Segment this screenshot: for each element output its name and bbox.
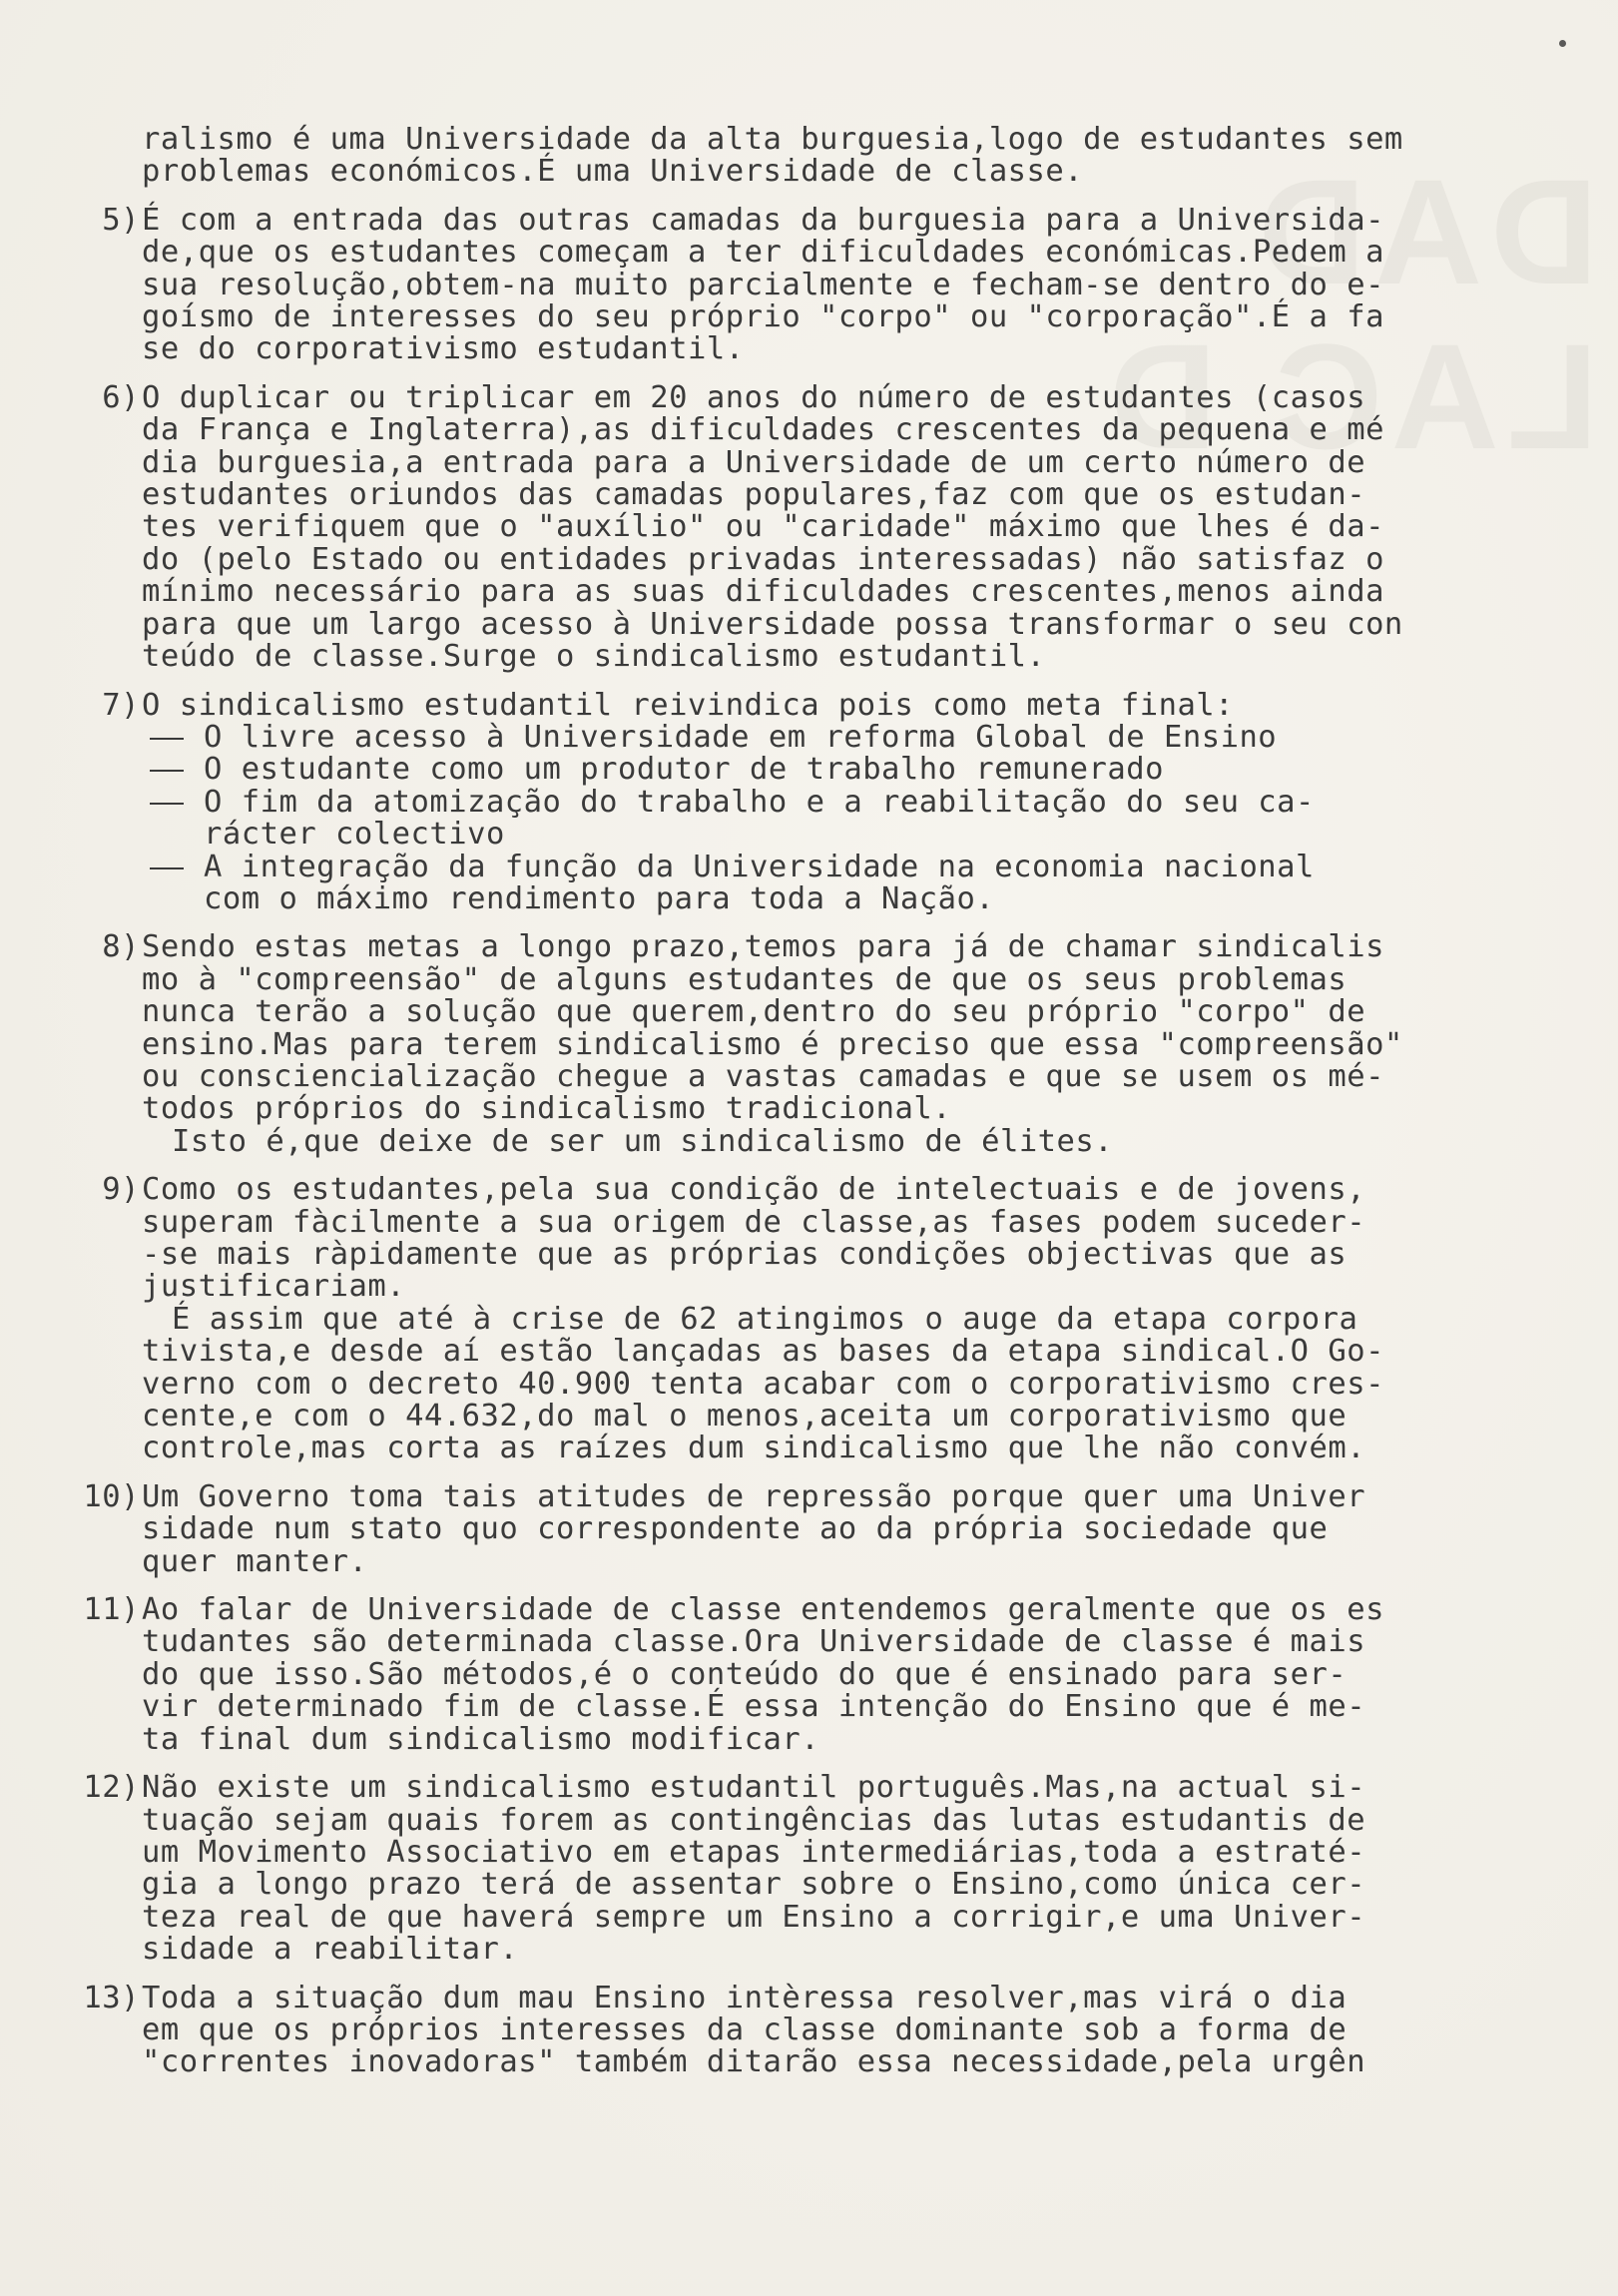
paragraph-number: 8)	[102, 929, 140, 965]
paragraph-number: 11)	[83, 1592, 140, 1628]
text-line: do (pelo Estado ou entidades privadas interessadas) não satisfaz o	[142, 541, 1384, 577]
text-line: cente,e com o 44.632,do mal o menos,aceita um corporativismo que	[142, 1399, 1348, 1435]
text-line: tes verifiquem que o "auxílio" ou "caridade" máximo que lhes é da-	[142, 509, 1384, 545]
text-line: tudantes são determinada classe.Ora Universidade de classe é mais	[142, 1624, 1366, 1660]
list-item	[140, 754, 1507, 786]
paragraph-number: 9)	[102, 1172, 140, 1208]
text-line: sidade a reabilitar.	[142, 1932, 519, 1968]
demands-list	[140, 719, 1507, 916]
list-item	[140, 719, 1507, 755]
text-line: teza real de que haverá sempre um Ensino a corrigir,e uma Univer-	[142, 1899, 1366, 1935]
text-line: teúdo de classe.Surge o sindicalismo estudantil.	[142, 639, 1046, 675]
text-line: rácter colectivo	[204, 817, 505, 853]
text-line: justificariam.	[142, 1269, 406, 1305]
text-line: O fim da atomização do trabalho e a reabilitação do seu ca-	[204, 784, 1315, 820]
text-line: de,que os estudantes começam a ter dificuldades económicas.Pedem a	[142, 235, 1384, 271]
text-line: ralismo é uma Universidade da alta burguesia,logo de estudantes sem	[142, 122, 1403, 157]
paragraph-number: 5)	[102, 202, 140, 238]
text-line: verno com o decreto 40.900 tenta acabar com o corporativismo cres-	[142, 1366, 1384, 1402]
text-line: Não existe um sindicalismo estudantil português.Mas,na actual si-	[142, 1770, 1366, 1806]
paragraph-12	[70, 1772, 1507, 1966]
paragraph-9	[70, 1174, 1507, 1465]
text-line: estudantes oriundos das camadas populares,faz com que os estudan-	[142, 477, 1366, 513]
text-line: ensino.Mas para terem sindicalismo é preciso que essa "compreensão"	[142, 1026, 1403, 1062]
text-line: gia a longo prazo terá de assentar sobre o Ensino,como única cer-	[142, 1867, 1366, 1903]
text-line: "correntes inovadoras" também ditarão essa necessidade,pela urgên	[142, 2044, 1366, 2080]
text-line: É com a entrada das outras camadas da burguesia para a Universida-	[142, 202, 1384, 238]
text-line: tuação sejam quais forem as contingências das lutas estudantis de	[142, 1802, 1366, 1838]
text-line: para que um largo acesso à Universidade possa transformar o seu con	[142, 606, 1403, 642]
paragraph-10	[70, 1478, 1507, 1579]
paragraph-8	[70, 931, 1507, 1158]
text-line: -se mais ràpidamente que as próprias condições objectivas que as	[142, 1237, 1348, 1272]
text-line: nunca terão a solução que querem,dentro do seu próprio "corpo" de	[142, 994, 1366, 1030]
document-body	[70, 124, 1507, 2095]
text-line: problemas económicos.É uma Universidade de classe.	[142, 154, 1084, 190]
text-line: quer manter.	[142, 1543, 368, 1579]
text-line: dia burguesia,a entrada para a Universidade de um certo número de	[142, 444, 1366, 480]
text-line: superam fàcilmente a sua origem de classe,as fases podem suceder-	[142, 1204, 1366, 1240]
text-line: controle,mas corta as raízes dum sindicalismo que lhe não convém.	[142, 1431, 1366, 1466]
text-line: ta final dum sindicalismo modificar.	[142, 1721, 820, 1757]
intro-paragraph	[70, 124, 1507, 189]
text-line: Toda a situação dum mau Ensino intèressa resolver,mas virá o dia	[142, 1980, 1348, 2015]
paragraph-number: 6)	[102, 379, 140, 415]
text-line: mo à "compreensão" de alguns estudantes de que os seus problemas	[142, 961, 1348, 997]
paragraph-11	[70, 1594, 1507, 1756]
text-line: do que isso.São métodos,é o conteúdo do que é ensinado para ser-	[142, 1656, 1348, 1692]
text-line: vir determinado fim de classe.É essa intenção do Ensino que é me-	[142, 1689, 1366, 1725]
text-line: Isto é,que deixe de ser um sindicalismo de élites.	[172, 1123, 1114, 1159]
text-line: tivista,e desde aí estão lançadas as bases da etapa sindical.O Go-	[142, 1334, 1384, 1370]
paragraph-13	[70, 1980, 1507, 2080]
list-item	[140, 849, 1507, 916]
paragraph-6	[70, 379, 1507, 675]
text-line: A integração da função da Universidade na economia nacional	[204, 849, 1315, 884]
text-line: Ao falar de Universidade de classe entendemos geralmente que os es	[142, 1592, 1384, 1628]
text-line: O duplicar ou triplicar em 20 anos do número de estudantes (casos	[142, 379, 1366, 415]
ink-speck	[1559, 40, 1566, 47]
paragraph-number: 10)	[83, 1478, 140, 1514]
text-line: sua resolução,obtem-na muito parcialmente e fecham-se dentro do e-	[142, 267, 1384, 302]
text-line: goísmo de interesses do seu próprio "corpo" ou "corporação".É a fa	[142, 299, 1384, 335]
paragraph-5	[70, 202, 1507, 367]
text-line: Um Governo toma tais atitudes de repressão porque quer uma Univer	[142, 1478, 1366, 1514]
text-line: Como os estudantes,pela sua condição de intelectuais e de jovens,	[142, 1172, 1366, 1208]
text-line: da França e Inglaterra),as dificuldades crescentes da pequena e mé	[142, 412, 1384, 448]
text-line: em que os próprios interesses da classe dominante sob a forma de	[142, 2011, 1348, 2047]
text-line: O estudante como um produtor de trabalho remunerado	[204, 752, 1164, 788]
text-line: ou consciencialização chegue a vastas camadas e que se usem os mé-	[142, 1058, 1384, 1094]
paragraph-7	[70, 687, 1507, 916]
text-line: um Movimento Associativo em etapas intermediárias,toda a estraté-	[142, 1834, 1366, 1870]
paragraph-number: 13)	[83, 1980, 140, 2015]
text-line: mínimo necessário para as suas dificuldades crescentes,menos ainda	[142, 574, 1384, 610]
text-line: todos próprios do sindicalismo tradicional.	[142, 1091, 952, 1127]
text-line: É assim que até à crise de 62 atingimos o auge da etapa corpora	[172, 1301, 1358, 1337]
text-line: O sindicalismo estudantil reivindica pois como meta final:	[142, 687, 1235, 723]
list-item	[140, 784, 1507, 853]
paragraph-number: 7)	[102, 687, 140, 723]
text-line: O livre acesso à Universidade em reforma Global de Ensino	[204, 719, 1278, 755]
text-line: com o máximo rendimento para toda a Nação.	[204, 880, 995, 916]
paragraph-number: 12)	[83, 1770, 140, 1806]
text-line: sidade num stato quo correspondente ao da própria sociedade que	[142, 1511, 1329, 1547]
text-line: Sendo estas metas a longo prazo,temos para já de chamar sindicalis	[142, 929, 1384, 965]
text-line: se do corporativismo estudantil.	[142, 331, 745, 367]
